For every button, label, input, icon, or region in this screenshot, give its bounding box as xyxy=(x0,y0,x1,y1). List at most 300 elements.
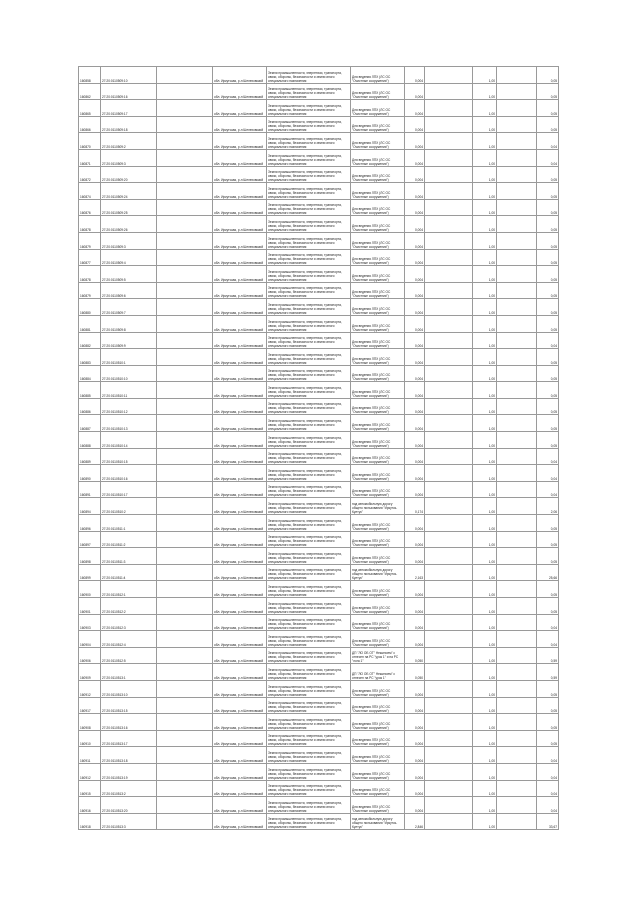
empty-cell xyxy=(425,149,473,166)
empty-cell xyxy=(157,282,213,299)
cadastral-number: 27:20:0110513:19 xyxy=(101,763,157,780)
coefficient: 1,00 xyxy=(473,332,497,349)
permitted-use: Для ведения ЛПХ (ЛС ОС "Очистные сооружения") xyxy=(351,266,405,283)
table-row xyxy=(79,232,559,249)
value: 0,04 xyxy=(537,747,559,764)
address: обл. Иркутская, р-н Шелеховский xyxy=(213,581,267,598)
table-row xyxy=(79,564,559,581)
empty-cell xyxy=(157,216,213,233)
address: обл. Иркутская, р-н Шелеховский xyxy=(213,697,267,714)
coefficient: 1,00 xyxy=(473,697,497,714)
coefficient: 1,00 xyxy=(473,647,497,664)
row-id: 160908 xyxy=(79,714,101,731)
value: 0,05 xyxy=(537,730,559,747)
coefficient: 1,00 xyxy=(473,183,497,200)
row-id: 160871 xyxy=(79,149,101,166)
table-row xyxy=(79,714,559,731)
empty-cell xyxy=(157,100,213,117)
table-row xyxy=(79,315,559,332)
table-body xyxy=(79,67,559,830)
cadastral-number: 27:20:0110510:10 xyxy=(101,365,157,382)
value: 0,05 xyxy=(537,100,559,117)
empty-cell xyxy=(497,515,537,532)
cadastral-number: 27:20:0110510:2 xyxy=(101,498,157,515)
cadastral-number: 27:20:0110509:7 xyxy=(101,299,157,316)
empty-cell xyxy=(425,315,473,332)
empty-cell xyxy=(497,199,537,216)
land-category: Земли промышленности, энергетики, транспорта, связи, обороны, безопасности и земли иного специального назначения xyxy=(267,266,351,283)
permitted-use: Для ведения ЛПХ (ЛС ОС "Очистные сооружения") xyxy=(351,216,405,233)
row-id: 160877 xyxy=(79,249,101,266)
address: обл. Иркутская, р-н Шелеховский xyxy=(213,680,267,697)
land-category: Земли промышленности, энергетики, транспорта, связи, обороны, безопасности и земли иного специального назначения xyxy=(267,598,351,615)
table-row xyxy=(79,266,559,283)
empty-cell xyxy=(425,780,473,797)
cadastral-number: 27:20:0110512:3 xyxy=(101,614,157,631)
empty-cell xyxy=(497,498,537,515)
table-row xyxy=(79,183,559,200)
coefficient: 1,00 xyxy=(473,481,497,498)
empty-cell xyxy=(425,813,473,830)
area: 0,004 xyxy=(405,747,425,764)
row-id: 160874 xyxy=(79,183,101,200)
empty-cell xyxy=(497,813,537,830)
land-category: Земли промышленности, энергетики, транспорта, связи, обороны, безопасности и земли иного специального назначения xyxy=(267,515,351,532)
table-row xyxy=(79,133,559,150)
land-category: Земли промышленности, энергетики, транспорта, связи, обороны, безопасности и земли иного специального назначения xyxy=(267,548,351,565)
address: обл. Иркутская, р-н Шелеховский xyxy=(213,598,267,615)
empty-cell xyxy=(157,415,213,432)
empty-cell xyxy=(157,714,213,731)
permitted-use: Для ведения ЛПХ (ЛС ОС "Очистные сооружения") xyxy=(351,697,405,714)
table-row xyxy=(79,614,559,631)
area: 0,050 xyxy=(405,647,425,664)
cadastral-number: 27:20:0110510:13 xyxy=(101,415,157,432)
empty-cell xyxy=(425,432,473,449)
empty-cell xyxy=(157,813,213,830)
land-category: Земли промышленности, энергетики, транспорта, связи, обороны, безопасности и земли иного специального назначения xyxy=(267,780,351,797)
value: 2,06 xyxy=(537,498,559,515)
row-id: 160866 xyxy=(79,116,101,133)
permitted-use: Для ведения ЛПХ (ЛС ОС "Очистные сооружения") xyxy=(351,515,405,532)
land-category: Земли промышленности, энергетики, транспорта, связи, обороны, безопасности и земли иного специального назначения xyxy=(267,647,351,664)
coefficient: 1,00 xyxy=(473,531,497,548)
value: 33,67 xyxy=(537,813,559,830)
empty-cell xyxy=(497,581,537,598)
permitted-use: Для ведения ЛПХ (ЛС ОС "Очистные сооружения") xyxy=(351,531,405,548)
empty-cell xyxy=(425,332,473,349)
cadastral-number: 27:20:0110509:25 xyxy=(101,199,157,216)
area: 0,004 xyxy=(405,232,425,249)
cadastral-number: 27:20:0110513:2 xyxy=(101,780,157,797)
coefficient: 1,00 xyxy=(473,664,497,681)
empty-cell xyxy=(497,349,537,366)
row-id: 160887 xyxy=(79,415,101,432)
value: 0,05 xyxy=(537,183,559,200)
empty-cell xyxy=(425,365,473,382)
empty-cell xyxy=(497,714,537,731)
address: обл. Иркутская, р-н Шелеховский xyxy=(213,448,267,465)
land-category: Земли промышленности, энергетики, транспорта, связи, обороны, безопасности и земли иного специального назначения xyxy=(267,315,351,332)
address: обл. Иркутская, р-н Шелеховский xyxy=(213,83,267,100)
area: 0,004 xyxy=(405,100,425,117)
cadastral-number: 27:20:0110511:1 xyxy=(101,515,157,532)
empty-cell xyxy=(497,183,537,200)
row-id: 160890 xyxy=(79,465,101,482)
address: обл. Иркутская, р-н Шелеховский xyxy=(213,166,267,183)
land-category: Земли промышленности, энергетики, транспорта, связи, обороны, безопасности и земли иного специального назначения xyxy=(267,232,351,249)
cadastral-number: 27:20:0110513:3 xyxy=(101,813,157,830)
permitted-use: Для ведения ЛПХ (ЛС ОС "Очистные сооружения") xyxy=(351,465,405,482)
area: 0,004 xyxy=(405,680,425,697)
table-row xyxy=(79,797,559,814)
empty-cell xyxy=(425,448,473,465)
coefficient: 1,00 xyxy=(473,747,497,764)
value: 0,04 xyxy=(537,614,559,631)
row-id: 160901 xyxy=(79,598,101,615)
area: 0,004 xyxy=(405,365,425,382)
empty-cell xyxy=(425,216,473,233)
empty-cell xyxy=(157,548,213,565)
address: обл. Иркутская, р-н Шелеховский xyxy=(213,531,267,548)
row-id: 160881 xyxy=(79,315,101,332)
area: 0,004 xyxy=(405,183,425,200)
land-category: Земли промышленности, энергетики, транспорта, связи, обороны, безопасности и земли иного специального назначения xyxy=(267,67,351,84)
land-category: Земли промышленности, энергетики, транспорта, связи, обороны, безопасности и земли иного специального назначения xyxy=(267,730,351,747)
area: 0,004 xyxy=(405,67,425,84)
cadastral-number: 27:20:0110510:15 xyxy=(101,448,157,465)
land-category: Земли промышленности, энергетики, транспорта, связи, обороны, безопасности и земли иного специального назначения xyxy=(267,763,351,780)
cadastral-number: 27:20:0110509:5 xyxy=(101,266,157,283)
land-category: Земли промышленности, энергетики, транспорта, связи, обороны, безопасности и земли иного специального назначения xyxy=(267,398,351,415)
cadastral-number: 27:20:0110511:4 xyxy=(101,564,157,581)
empty-cell xyxy=(497,67,537,84)
empty-cell xyxy=(157,631,213,648)
empty-cell xyxy=(157,680,213,697)
value: 0,05 xyxy=(537,67,559,84)
empty-cell xyxy=(497,133,537,150)
table-row xyxy=(79,730,559,747)
cadastral-number: 27:20:0110509:2 xyxy=(101,133,157,150)
permitted-use: под автомобильную дорогу общего пользования "Иркутск-Култук" xyxy=(351,564,405,581)
row-id: 160906 xyxy=(79,647,101,664)
row-id: 160915 xyxy=(79,780,101,797)
address: обл. Иркутская, р-н Шелеховский xyxy=(213,432,267,449)
area: 0,004 xyxy=(405,548,425,565)
area: 0,004 xyxy=(405,432,425,449)
table-row xyxy=(79,415,559,432)
permitted-use: Для ведения ЛПХ (ЛС ОС "Очистные сооружения") xyxy=(351,365,405,382)
empty-cell xyxy=(425,199,473,216)
table-row xyxy=(79,382,559,399)
land-category: Земли промышленности, энергетики, транспорта, связи, обороны, безопасности и земли иного специального назначения xyxy=(267,465,351,482)
coefficient: 1,00 xyxy=(473,614,497,631)
table-row xyxy=(79,498,559,515)
table-row xyxy=(79,67,559,84)
row-id: 160911 xyxy=(79,747,101,764)
empty-cell xyxy=(425,67,473,84)
area: 0,004 xyxy=(405,282,425,299)
address: обл. Иркутская, р-н Шелеховский xyxy=(213,282,267,299)
row-id: 160910 xyxy=(79,730,101,747)
address: обл. Иркутская, р-н Шелеховский xyxy=(213,415,267,432)
cadastral-number: 27:20:0110509:18 xyxy=(101,116,157,133)
address: обл. Иркутская, р-н Шелеховский xyxy=(213,515,267,532)
address: обл. Иркутская, р-н Шелеховский xyxy=(213,647,267,664)
permitted-use: Для ведения ЛПХ (ЛС ОС "Очистные сооружения") xyxy=(351,282,405,299)
coefficient: 1,00 xyxy=(473,714,497,731)
empty-cell xyxy=(497,382,537,399)
land-category: Земли промышленности, энергетики, транспорта, связи, обороны, безопасности и земли иного специального назначения xyxy=(267,100,351,117)
empty-cell xyxy=(157,83,213,100)
land-category: Земли промышленности, энергетики, транспорта, связи, обороны, безопасности и земли иного специального назначения xyxy=(267,797,351,814)
row-id: 160918 xyxy=(79,813,101,830)
coefficient: 1,00 xyxy=(473,498,497,515)
row-id: 160916 xyxy=(79,797,101,814)
row-id: 160870 xyxy=(79,133,101,150)
coefficient: 1,00 xyxy=(473,398,497,415)
empty-cell xyxy=(157,149,213,166)
address: обл. Иркутская, р-н Шелеховский xyxy=(213,365,267,382)
coefficient: 1,00 xyxy=(473,515,497,532)
land-category: Земли промышленности, энергетики, транспорта, связи, обороны, безопасности и земли иного специального назначения xyxy=(267,813,351,830)
land-category: Земли промышленности, энергетики, транспорта, связи, обороны, безопасности и земли иного специального назначения xyxy=(267,365,351,382)
empty-cell xyxy=(425,266,473,283)
empty-cell xyxy=(497,448,537,465)
empty-cell xyxy=(157,382,213,399)
empty-cell xyxy=(425,349,473,366)
empty-cell xyxy=(425,531,473,548)
area: 0,004 xyxy=(405,614,425,631)
address: обл. Иркутская, р-н Шелеховский xyxy=(213,614,267,631)
empty-cell xyxy=(425,564,473,581)
cadastral-number: 27:20:0110509:26 xyxy=(101,216,157,233)
area: 0,004 xyxy=(405,249,425,266)
empty-cell xyxy=(157,232,213,249)
area: 0,174 xyxy=(405,498,425,515)
empty-cell xyxy=(425,680,473,697)
cadastral-number: 27:20:0110509:10 xyxy=(101,67,157,84)
table-row xyxy=(79,448,559,465)
table-row xyxy=(79,515,559,532)
permitted-use: Для ведения ЛПХ (ЛС ОС "Очистные сооружения") xyxy=(351,249,405,266)
land-category: Земли промышленности, энергетики, транспорта, связи, обороны, безопасности и земли иного специального назначения xyxy=(267,349,351,366)
table-row xyxy=(79,780,559,797)
empty-cell xyxy=(157,349,213,366)
cadastral-number: 27:20:0110510:16 xyxy=(101,465,157,482)
land-category: Земли промышленности, энергетики, транспорта, связи, обороны, безопасности и земли иного специального назначения xyxy=(267,481,351,498)
coefficient: 1,00 xyxy=(473,415,497,432)
empty-cell xyxy=(497,100,537,117)
coefficient: 1,00 xyxy=(473,83,497,100)
area: 0,004 xyxy=(405,149,425,166)
cadastral-number: 27:20:0110511:2 xyxy=(101,531,157,548)
address: обл. Иркутская, р-н Шелеховский xyxy=(213,465,267,482)
empty-cell xyxy=(497,365,537,382)
empty-cell xyxy=(157,598,213,615)
address: обл. Иркутская, р-н Шелеховский xyxy=(213,763,267,780)
permitted-use: Для ведения ЛПХ (ЛС ОС "Очистные сооружения") xyxy=(351,780,405,797)
permitted-use: Для ведения ЛПХ (ЛС ОС "Очистные сооружения") xyxy=(351,415,405,432)
cadastral-number: 27:20:0110511:3 xyxy=(101,548,157,565)
value: 0,05 xyxy=(537,398,559,415)
land-category: Земли промышленности, энергетики, транспорта, связи, обороны, безопасности и земли иного специального назначения xyxy=(267,581,351,598)
empty-cell xyxy=(497,299,537,316)
empty-cell xyxy=(425,614,473,631)
empty-cell xyxy=(425,763,473,780)
empty-cell xyxy=(425,398,473,415)
empty-cell xyxy=(497,166,537,183)
empty-cell xyxy=(497,116,537,133)
cadastral-number: 27:20:0110509:17 xyxy=(101,100,157,117)
land-category: Земли промышленности, энергетики, транспорта, связи, обороны, безопасности и земли иного специального назначения xyxy=(267,415,351,432)
address: обл. Иркутская, р-н Шелеховский xyxy=(213,100,267,117)
empty-cell xyxy=(157,515,213,532)
empty-cell xyxy=(497,531,537,548)
land-category: Земли промышленности, энергетики, транспорта, связи, обороны, безопасности и земли иного специального назначения xyxy=(267,564,351,581)
value: 0,05 xyxy=(537,531,559,548)
value: 0,04 xyxy=(537,481,559,498)
row-id: 160880 xyxy=(79,299,101,316)
area: 0,004 xyxy=(405,448,425,465)
empty-cell xyxy=(157,199,213,216)
value: 0,04 xyxy=(537,797,559,814)
land-category: Земли промышленности, энергетики, транспорта, связи, обороны, безопасности и земли иного специального назначения xyxy=(267,116,351,133)
area: 0,004 xyxy=(405,315,425,332)
row-id: 160896 xyxy=(79,515,101,532)
address: обл. Иркутская, р-н Шелеховский xyxy=(213,299,267,316)
value: 0,04 xyxy=(537,631,559,648)
value: 0,04 xyxy=(537,133,559,150)
empty-cell xyxy=(157,647,213,664)
area: 0,004 xyxy=(405,133,425,150)
row-id: 160862 xyxy=(79,83,101,100)
empty-cell xyxy=(425,747,473,764)
cadastral-number: 27:20:0110510:12 xyxy=(101,398,157,415)
land-category: Земли промышленности, энергетики, транспорта, связи, обороны, безопасности и земли иного специального назначения xyxy=(267,432,351,449)
table-row xyxy=(79,398,559,415)
area: 0,004 xyxy=(405,581,425,598)
value: 0,04 xyxy=(537,332,559,349)
value: 0,05 xyxy=(537,365,559,382)
empty-cell xyxy=(157,67,213,84)
empty-cell xyxy=(425,232,473,249)
row-id: 160858 xyxy=(79,67,101,84)
row-id: 160885 xyxy=(79,382,101,399)
empty-cell xyxy=(425,598,473,615)
row-id: 160878 xyxy=(79,266,101,283)
land-category: Земли промышленности, энергетики, транспорта, связи, обороны, безопасности и земли иного специального назначения xyxy=(267,282,351,299)
empty-cell xyxy=(157,133,213,150)
value: 0,05 xyxy=(537,266,559,283)
area: 0,004 xyxy=(405,780,425,797)
empty-cell xyxy=(497,465,537,482)
empty-cell xyxy=(157,332,213,349)
address: обл. Иркутская, р-н Шелеховский xyxy=(213,133,267,150)
table-row xyxy=(79,481,559,498)
land-category: Земли промышленности, энергетики, транспорта, связи, обороны, безопасности и земли иного специального назначения xyxy=(267,531,351,548)
empty-cell xyxy=(497,398,537,415)
address: обл. Иркутская, р-н Шелеховский xyxy=(213,564,267,581)
area: 0,004 xyxy=(405,730,425,747)
permitted-use: Для ведения ЛПХ (ЛС ОС "Очистные сооружения") xyxy=(351,481,405,498)
empty-cell xyxy=(497,564,537,581)
empty-cell xyxy=(425,730,473,747)
permitted-use: Для ведения ЛПХ (ЛС ОС "Очистные сооружения") xyxy=(351,581,405,598)
address: обл. Иркутская, р-н Шелеховский xyxy=(213,631,267,648)
row-id: 160897 xyxy=(79,531,101,548)
table-row xyxy=(79,199,559,216)
coefficient: 1,00 xyxy=(473,299,497,316)
permitted-use: Для ведения ЛПХ (ЛС ОС "Очистные сооружения") xyxy=(351,598,405,615)
empty-cell xyxy=(497,780,537,797)
empty-cell xyxy=(425,631,473,648)
empty-cell xyxy=(425,664,473,681)
cadastral-number: 27:20:0110509:3 xyxy=(101,232,157,249)
area: 0,004 xyxy=(405,332,425,349)
empty-cell xyxy=(425,481,473,498)
permitted-use: Для ведения ЛПХ (ЛС ОС "Очистные сооружения") xyxy=(351,614,405,631)
coefficient: 1,00 xyxy=(473,598,497,615)
empty-cell xyxy=(157,116,213,133)
cadastral-number: 27:20:0110512:4 xyxy=(101,631,157,648)
address: обл. Иркутская, р-н Шелеховский xyxy=(213,266,267,283)
empty-cell xyxy=(425,647,473,664)
permitted-use: под автомобильную дорогу общего пользования "Иркутск-Култук" xyxy=(351,813,405,830)
table-row xyxy=(79,581,559,598)
empty-cell xyxy=(425,166,473,183)
address: обл. Иркутская, р-н Шелеховский xyxy=(213,349,267,366)
cadastral-number: 27:20:0110510:1 xyxy=(101,349,157,366)
land-category: Земли промышленности, энергетики, транспорта, связи, обороны, безопасности и земли иного специального назначения xyxy=(267,498,351,515)
row-id: 160899 xyxy=(79,564,101,581)
land-category: Земли промышленности, энергетики, транспорта, связи, обороны, безопасности и земли иного специального назначения xyxy=(267,747,351,764)
value: 0,05 xyxy=(537,515,559,532)
table-row xyxy=(79,100,559,117)
value: 0,04 xyxy=(537,465,559,482)
empty-cell xyxy=(425,282,473,299)
permitted-use: Для ведения ЛПХ (ЛС ОС "Очистные сооружения") xyxy=(351,116,405,133)
permitted-use: Для ведения ЛПХ (ЛС ОС "Очистные сооружения") xyxy=(351,166,405,183)
empty-cell xyxy=(497,598,537,615)
coefficient: 1,00 xyxy=(473,282,497,299)
value: 0,05 xyxy=(537,315,559,332)
area: 0,004 xyxy=(405,481,425,498)
value: 25,66 xyxy=(537,564,559,581)
permitted-use: ДП "ЛО ОБ ОТ" Нежилоем" с отнесен на РС "урок 1" и на РС "лога 1" xyxy=(351,647,405,664)
land-category: Земли промышленности, энергетики, транспорта, связи, обороны, безопасности и земли иного специального назначения xyxy=(267,631,351,648)
coefficient: 1,00 xyxy=(473,149,497,166)
permitted-use: Для ведения ЛПХ (ЛС ОС "Очистные сооружения") xyxy=(351,349,405,366)
address: обл. Иркутская, р-н Шелеховский xyxy=(213,481,267,498)
land-category: Земли промышленности, энергетики, транспорта, связи, обороны, безопасности и земли иного специального назначения xyxy=(267,149,351,166)
cadastral-number: 27:20:0110510:11 xyxy=(101,382,157,399)
land-category: Земли промышленности, энергетики, транспорта, связи, обороны, безопасности и земли иного специального назначения xyxy=(267,697,351,714)
value: 0,05 xyxy=(537,83,559,100)
value: 0,05 xyxy=(537,166,559,183)
permitted-use: Для ведения ЛПХ (ЛС ОС "Очистные сооружения") xyxy=(351,763,405,780)
cadastral-number: 27:20:0110509:8 xyxy=(101,315,157,332)
empty-cell xyxy=(157,465,213,482)
table-row xyxy=(79,465,559,482)
area: 0,004 xyxy=(405,116,425,133)
registry-table xyxy=(78,66,559,830)
empty-cell xyxy=(157,166,213,183)
area: 0,004 xyxy=(405,382,425,399)
value: 0,04 xyxy=(537,780,559,797)
permitted-use: Для ведения ЛПХ (ЛС ОС "Очистные сооружения") xyxy=(351,797,405,814)
coefficient: 1,00 xyxy=(473,730,497,747)
